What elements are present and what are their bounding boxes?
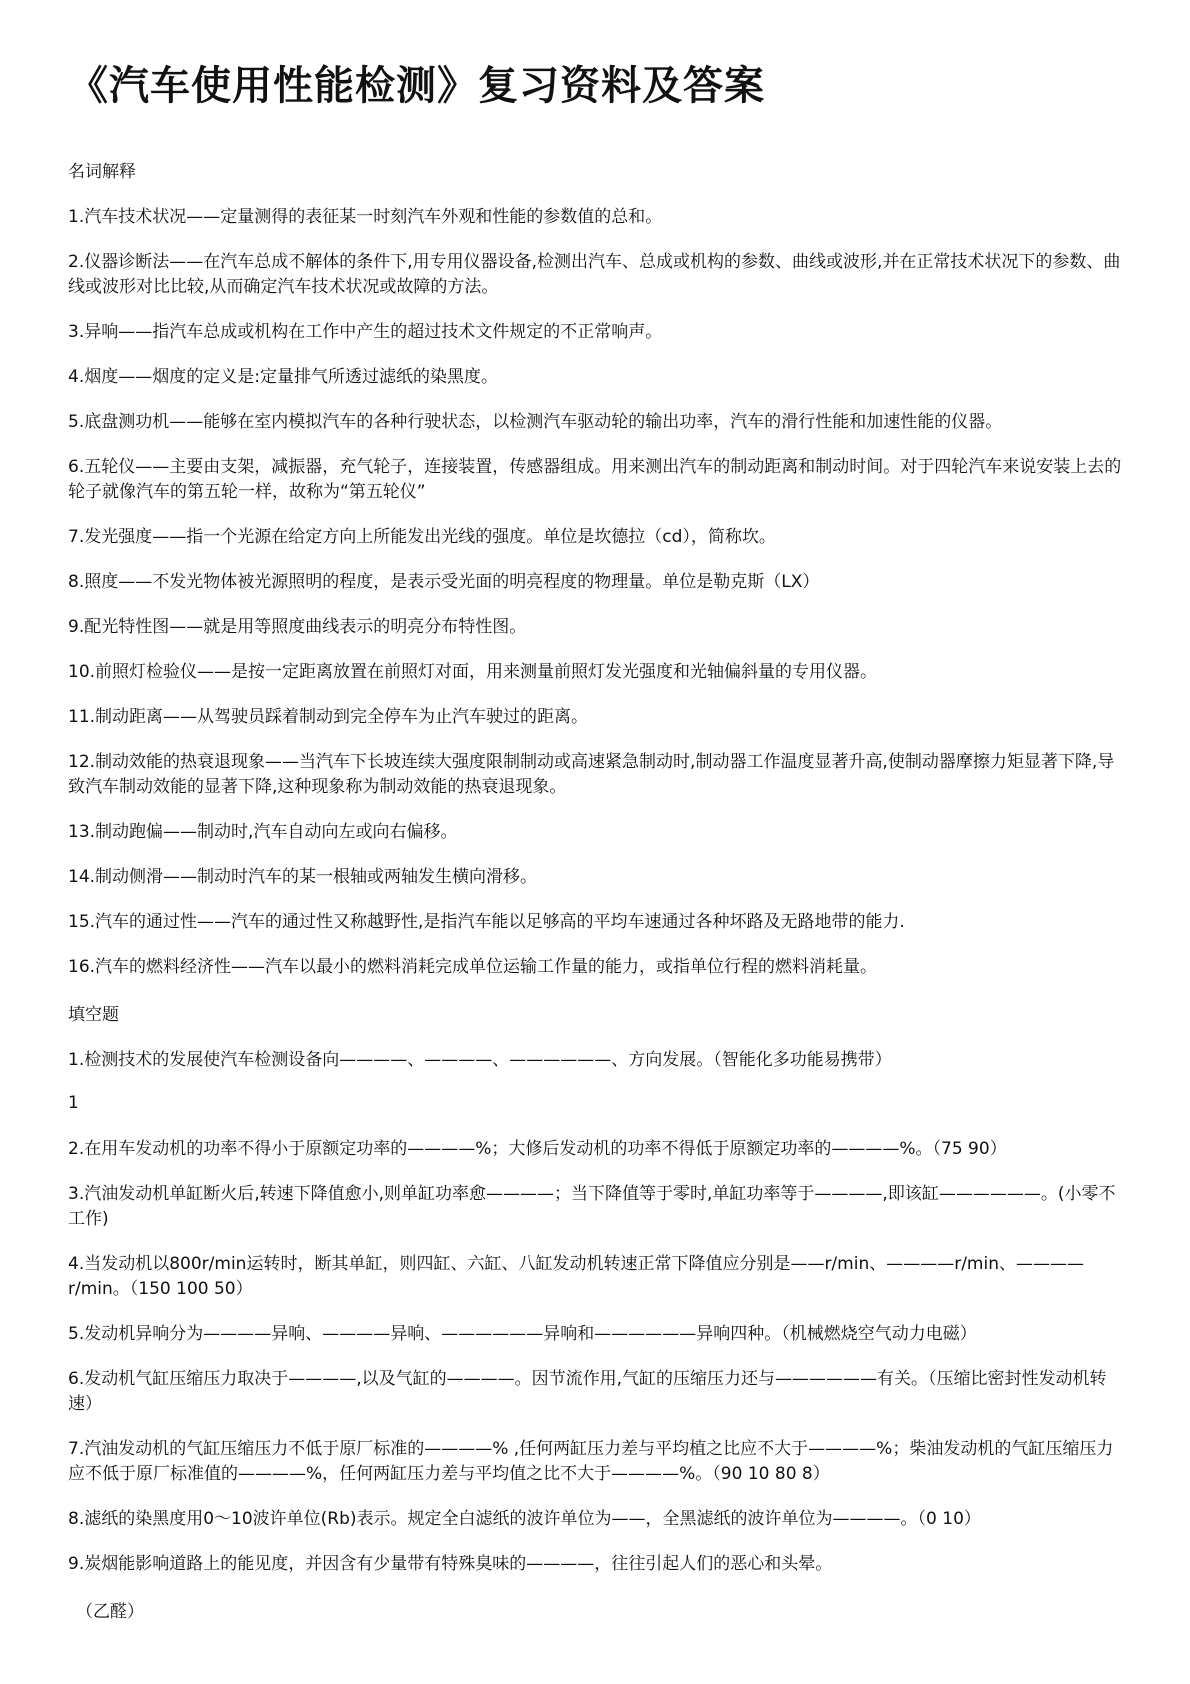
definition-item: 7.发光强度——指一个光源在给定方向上所能发出光线的强度。单位是坎德拉（cd），简称坎。 <box>68 527 776 547</box>
answer-text: （乙醛） <box>76 1602 144 1622</box>
definition-item: 1.汽车技术状况——定量测得的表征某一时刻汽车外观和性能的参数值的总和。 <box>68 207 663 227</box>
fill-in-item: 8.滤纸的染黑度用0～10波许单位(Rb)表示。规定全白滤纸的波许单位为——，全黑滤纸的波许单位为————。（0 10） <box>68 1509 981 1529</box>
fill-in-item: 6.发动机气缸压缩压力取决于————,以及气缸的————。因节流作用,气缸的压缩压力还与——————有关。（压缩比密封性发动机转速） <box>68 1369 1107 1414</box>
definition-item: 4.烟度——烟度的定义是:定量排气所透过滤纸的染黑度。 <box>68 367 498 387</box>
definition-item: 12.制动效能的热衰退现象——当汽车下长坡连续大强度限制制动或高速紧急制动时,制动器工作温度显著升高,使制动器摩擦力矩显著下降,导致汽车制动效能的显著下降,这种现象称为制动效能的热衰退现象。 <box>68 752 1115 797</box>
definition-item: 6.五轮仪——主要由支架，减振器，充气轮子，连接装置，传感器组成。用来测出汽车的制动距离和制动时间。对于四轮汽车来说安装上去的轮子就像汽车的第五轮一样，故称为“第五轮仪” <box>68 457 1122 502</box>
definition-item: 2.仪器诊断法——在汽车总成不解体的条件下,用专用仪器设备,检测出汽车、总成或机构的参数、曲线或波形,并在正常技术状况下的参数、曲线或波形对比比较,从而确定汽车技术状况或故障的方法。 <box>68 252 1121 297</box>
definition-item: 11.制动距离——从驾驶员踩着制动到完全停车为止汽车驶过的距离。 <box>68 707 589 727</box>
section-heading-fill-in: 填空题 <box>68 1005 119 1025</box>
fill-in-item: 3.汽油发动机单缸断火后,转速下降值愈小,则单缸功率愈————；当下降值等于零时,单缸功率等于————,即该缸——————。(小零不工作) <box>68 1184 1116 1229</box>
definition-item: 15.汽车的通过性——汽车的通过性又称越野性,是指汽车能以足够高的平均车速通过各种坏路及无路地带的能力. <box>68 912 905 932</box>
definition-item: 8.照度——不发光物体被光源照明的程度，是表示受光面的明亮程度的物理量。单位是勒克斯（LX） <box>68 572 820 592</box>
fill-in-item: 5.发动机异响分为————异响、————异响、——————异响和——————异响四种。（机械燃烧空气动力电磁） <box>68 1324 977 1344</box>
document-title: 《汽车使用性能检测》复习资料及答案 <box>68 63 765 109</box>
definition-item: 9.配光特性图——就是用等照度曲线表示的明亮分布特性图。 <box>68 617 527 637</box>
fill-in-item: 9.炭烟能影响道路上的能见度，并因含有少量带有特殊臭味的————，往往引起人们的恶心和头晕。 <box>68 1554 833 1574</box>
definition-item: 16.汽车的燃料经济性——汽车以最小的燃料消耗完成单位运输工作量的能力，或指单位行程的燃料消耗量。 <box>68 957 878 977</box>
definition-item: 3.异响——指汽车总成或机构在工作中产生的超过技术文件规定的不正常响声。 <box>68 322 663 342</box>
section-heading-definitions: 名词解释 <box>68 162 136 182</box>
definition-item: 13.制动跑偏——制动时,汽车自动向左或向右偏移。 <box>68 822 458 842</box>
definition-item: 5.底盘测功机——能够在室内模拟汽车的各种行驶状态，以检测汽车驱动轮的输出功率，汽车的滑行性能和加速性能的仪器。 <box>68 412 1003 432</box>
fill-in-item: 1.检测技术的发展使汽车检测设备向————、————、——————、方向发展。（智能化多功能易携带） <box>68 1050 892 1070</box>
fill-in-item: 7.汽油发动机的气缸压缩压力不低于原厂标准的————% ,任何两缸压力差与平均植之比应不大于————%；柴油发动机的气缸压缩压力应不低于原厂标准值的————%，任何两缸压力差与平均值之比不大于————%。（90 10 80 8） <box>68 1439 1114 1484</box>
definition-item: 14.制动侧滑——制动时汽车的某一根轴或两轴发生横向滑移。 <box>68 867 538 887</box>
definition-item: 10.前照灯检验仪——是按一定距离放置在前照灯对面，用来测量前照灯发光强度和光轴偏斜量的专用仪器。 <box>68 662 878 682</box>
fill-in-item: 2.在用车发动机的功率不得小于原额定功率的————%；大修后发动机的功率不得低于原额定功率的————%。（75 90） <box>68 1139 1007 1159</box>
page-number: 1 <box>68 1093 79 1113</box>
fill-in-item: 4.当发动机以800r/min运转时，断其单缸，则四缸、六缸、八缸发动机转速正常下降值应分别是——r/min、————r/min、————r/min。（150 100 50） <box>68 1254 1084 1299</box>
